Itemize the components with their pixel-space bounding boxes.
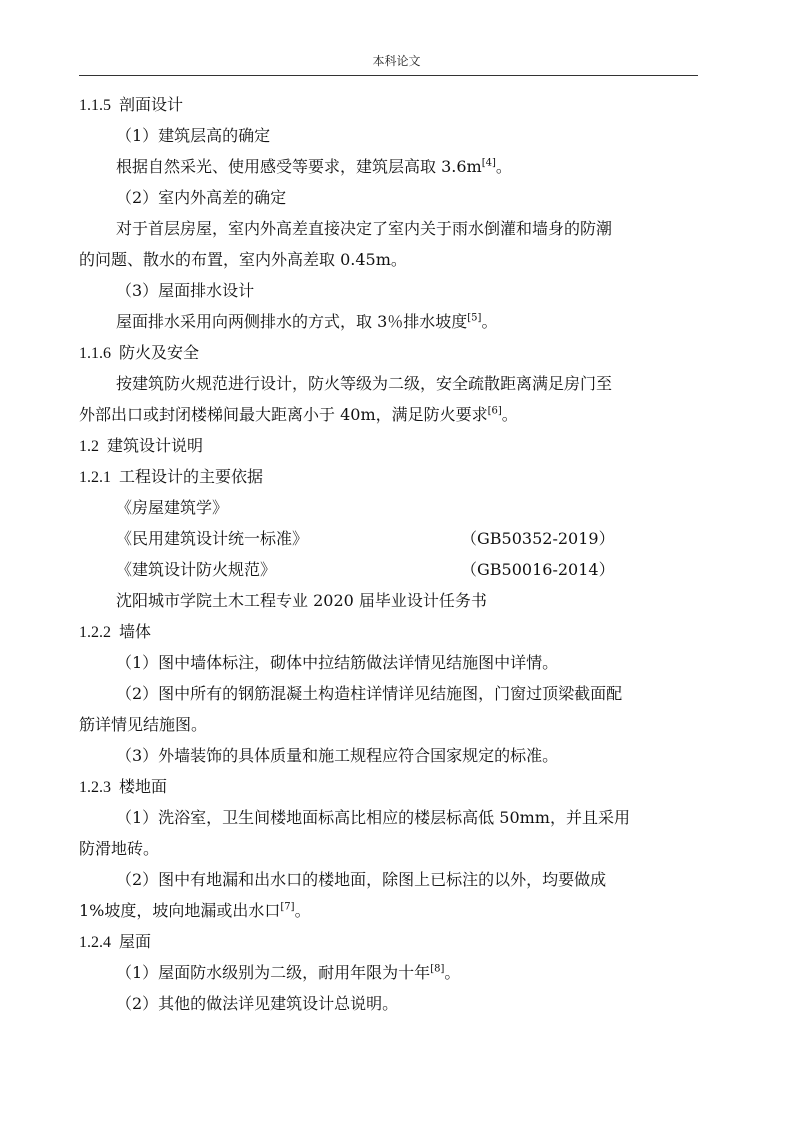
punctuation: 。 [444,963,461,982]
paragraph-elevation-line2: 的问题、散水的布置，室内外高差取 0.45m。 [79,250,407,269]
section-number: 1.2.4 [79,934,111,951]
wall-item-1: （1）图中墙体标注，砌体中拉结筋做法详情见结施图中详情。 [116,653,559,672]
floor-item-2-line1: （2）图中有地漏和出水口的楼地面，除图上已标注的以外，均要做成 [116,870,607,889]
paragraph-roof-drainage [79,307,497,337]
paragraph-text: （1）屋面防水级别为二级，耐用年限为十年 [116,963,431,982]
basis-name: 《建筑设计防火规范》 [116,560,277,579]
subheading-roof-drainage: （3）屋面排水设计 [116,281,255,300]
basis-item [79,524,698,554]
punctuation: 。 [481,312,498,331]
heading-1-1-5 [79,90,183,121]
subheading-storey-height: （1）建筑层高的确定 [116,126,271,145]
basis-item [79,493,228,523]
wall-item-3: （3）外墙装饰的具体质量和施工规程应符合国家规定的标准。 [116,746,559,765]
paragraph-text: 外部出口或封闭楼梯间最大距离小于 40m，满足防火要求 [79,405,488,424]
heading-1-2-2 [79,617,151,648]
paragraph-text: 根据自然采光、使用感受等要求，建筑层高取 3.6m [116,157,482,176]
punctuation: 。 [501,405,518,424]
paragraph-fire-line1: 按建筑防火规范进行设计，防火等级为二级，安全疏散距离满足房门至 [116,374,613,393]
citation-ref: [7] [280,901,295,913]
section-number: 1.2.1 [79,469,111,486]
heading-1-2-1 [79,462,263,493]
subheading-elevation-difference: （2）室内外高差的确定 [116,188,287,207]
roof-item-2: （2）其他的做法详见建筑设计总说明。 [116,994,399,1013]
heading-1-2-3 [79,772,167,803]
heading-1-2 [79,431,203,462]
basis-task-document: 沈阳城市学院土木工程专业 2020 届毕业设计任务书 [116,591,487,610]
basis-code: （GB50016-2014） [461,560,615,579]
floor-item-1-line1: （1）洗浴室，卫生间楼地面标高比相应的楼层标高低 50mm，并且采用 [116,808,630,827]
punctuation: 。 [495,157,512,176]
basis-name: 《房屋建筑学》 [116,498,229,517]
section-number: 1.1.5 [79,97,111,114]
floor-item-1-line2: 防滑地砖。 [79,839,160,858]
punctuation: 。 [294,901,311,920]
roof-item-1 [79,958,460,988]
wall-item-2-line2: 筋详情见结施图。 [79,715,208,734]
section-number: 1.2.3 [79,779,111,796]
section-title: 屋面 [119,932,152,951]
citation-ref: [8] [430,963,445,975]
paragraph-text: 屋面排水采用向两侧排水的方式，取 3％排水坡度 [116,312,468,331]
paragraph-elevation-line1: 对于首层房屋，室内外高差直接决定了室内关于雨水倒灌和墙身的防潮 [116,219,613,238]
section-title: 楼地面 [119,777,168,796]
paragraph-storey-height [79,152,512,182]
basis-item [79,555,698,585]
section-number: 1.2.2 [79,624,111,641]
citation-ref: [4] [481,157,496,169]
header-divider [79,75,698,76]
paragraph-text: 1%坡度，坡向地漏或出水口 [79,901,281,920]
section-title: 防火及安全 [119,343,200,362]
citation-ref: [6] [487,405,502,417]
floor-item-2-line2 [79,896,311,926]
paragraph-fire-line2 [79,400,518,430]
basis-code: （GB50352-2019） [461,529,615,548]
section-title: 墙体 [119,622,152,641]
section-title: 工程设计的主要依据 [119,467,264,486]
basis-name: 《民用建筑设计统一标准》 [116,529,309,548]
citation-ref: [5] [467,312,482,324]
section-number: 1.2 [79,438,99,455]
section-number: 1.1.6 [79,345,111,362]
heading-1-1-6 [79,338,199,369]
page-header: 本科论文 [372,54,421,68]
wall-item-2-line1: （2）图中所有的钢筋混凝土构造柱详情详见结施图，门窗过顶梁截面配 [116,684,623,703]
heading-1-2-4 [79,927,151,958]
section-title: 建筑设计说明 [107,436,204,455]
section-title: 剖面设计 [119,95,184,114]
